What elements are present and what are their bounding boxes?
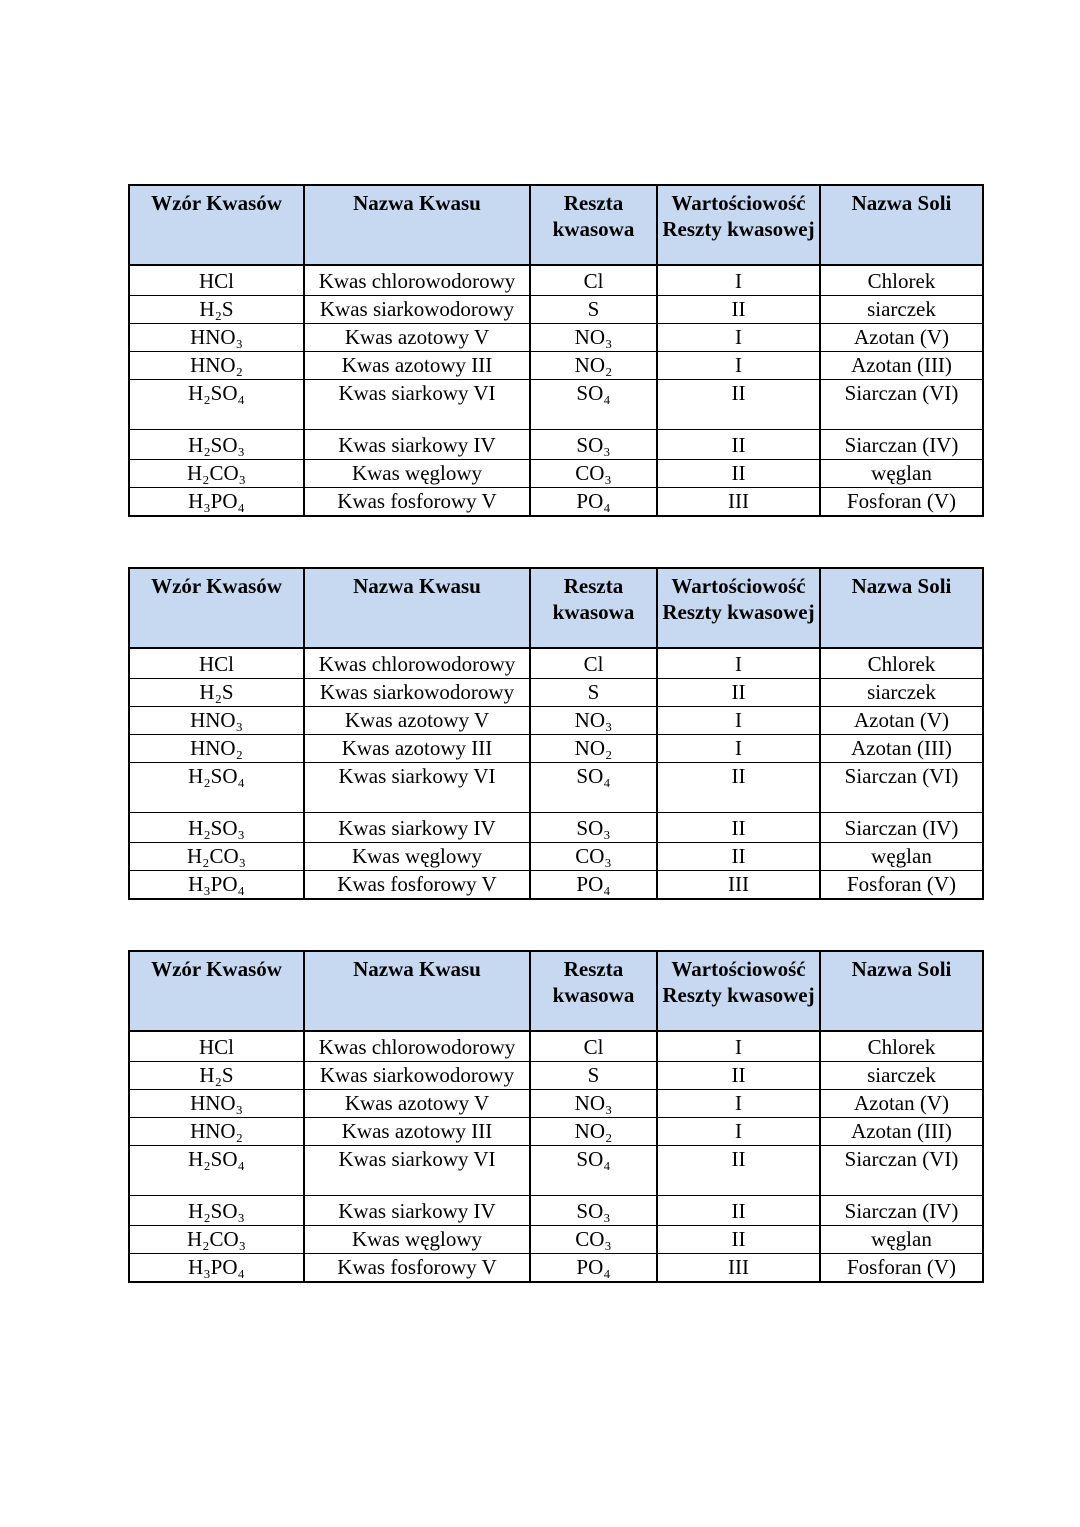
table-row xyxy=(129,1146,983,1196)
acid-formula-cell: HNO₃ xyxy=(129,1090,304,1118)
acid-name-cell: Kwas siarkowy IV xyxy=(304,813,530,843)
residue-valence-cell: III xyxy=(657,871,820,900)
acid-name-cell: Kwas azotowy V xyxy=(304,1090,530,1118)
acid-residue-cell: PO₄ xyxy=(530,871,657,900)
table-row xyxy=(129,380,983,430)
acid-residue-cell: Cl xyxy=(530,648,657,679)
header-residue-valence: Wartościowość Reszty kwasowej xyxy=(657,951,820,1031)
salt-name-cell: Fosforan (V) xyxy=(820,871,983,900)
residue-valence-cell: II xyxy=(657,763,820,813)
table-row xyxy=(129,648,983,679)
table-row xyxy=(129,1031,983,1062)
acid-name-cell: Kwas azotowy V xyxy=(304,707,530,735)
residue-valence-cell: I xyxy=(657,707,820,735)
acid-residue-cell: NO₃ xyxy=(530,324,657,352)
salt-name-cell: Fosforan (V) xyxy=(820,1254,983,1283)
salt-name-cell: Azotan (III) xyxy=(820,352,983,380)
table-row xyxy=(129,871,983,900)
acid-name-cell: Kwas azotowy III xyxy=(304,735,530,763)
salt-name-cell: Chlorek xyxy=(820,648,983,679)
acid-formula-cell: H₂SO₃ xyxy=(129,430,304,460)
acid-formula-cell: H₃PO₄ xyxy=(129,488,304,517)
acid-residue-cell: Cl xyxy=(530,265,657,296)
acid-name-cell: Kwas siarkowodorowy xyxy=(304,296,530,324)
residue-valence-cell: I xyxy=(657,324,820,352)
acid-name-cell: Kwas węglowy xyxy=(304,460,530,488)
acid-formula-cell: H₂S xyxy=(129,1062,304,1090)
acid-residue-cell: SO₄ xyxy=(530,380,657,430)
acid-residue-cell: SO₃ xyxy=(530,430,657,460)
table-row xyxy=(129,430,983,460)
acid-name-cell: Kwas fosforowy V xyxy=(304,871,530,900)
header-acid-formula: Wzór Kwasów xyxy=(129,568,304,648)
acid-formula-cell: HCl xyxy=(129,1031,304,1062)
salt-name-cell: siarczek xyxy=(820,296,983,324)
acid-formula-cell: H₂CO₃ xyxy=(129,1226,304,1254)
header-salt-name: Nazwa Soli xyxy=(820,951,983,1031)
acid-name-cell: Kwas węglowy xyxy=(304,843,530,871)
header-residue-valence: Wartościowość Reszty kwasowej xyxy=(657,185,820,265)
acid-salt-table xyxy=(128,950,984,1283)
acid-formula-cell: H₂SO₄ xyxy=(129,380,304,430)
residue-valence-cell: I xyxy=(657,1118,820,1146)
acid-formula-cell: H₂S xyxy=(129,296,304,324)
salt-name-cell: węglan xyxy=(820,843,983,871)
salt-name-cell: Fosforan (V) xyxy=(820,488,983,517)
header-acid-residue: Reszta kwasowa xyxy=(530,951,657,1031)
salt-name-cell: Siarczan (IV) xyxy=(820,1196,983,1226)
acid-name-cell: Kwas azotowy III xyxy=(304,1118,530,1146)
salt-name-cell: siarczek xyxy=(820,679,983,707)
residue-valence-cell: I xyxy=(657,265,820,296)
header-acid-residue: Reszta kwasowa xyxy=(530,185,657,265)
acid-name-cell: Kwas azotowy III xyxy=(304,352,530,380)
acid-formula-cell: H₂SO₄ xyxy=(129,763,304,813)
acid-residue-cell: PO₄ xyxy=(530,488,657,517)
acid-formula-cell: H₂SO₃ xyxy=(129,813,304,843)
acid-formula-cell: HNO₂ xyxy=(129,735,304,763)
salt-name-cell: Chlorek xyxy=(820,1031,983,1062)
salt-name-cell: węglan xyxy=(820,460,983,488)
acid-name-cell: Kwas siarkowy IV xyxy=(304,1196,530,1226)
residue-valence-cell: II xyxy=(657,1196,820,1226)
acid-residue-cell: SO₃ xyxy=(530,813,657,843)
residue-valence-cell: II xyxy=(657,813,820,843)
salt-name-cell: Azotan (III) xyxy=(820,735,983,763)
residue-valence-cell: III xyxy=(657,1254,820,1283)
table-row xyxy=(129,265,983,296)
acid-name-cell: Kwas fosforowy V xyxy=(304,488,530,517)
residue-valence-cell: II xyxy=(657,460,820,488)
acid-residue-cell: NO₂ xyxy=(530,352,657,380)
salt-name-cell: siarczek xyxy=(820,1062,983,1090)
header-acid-name: Nazwa Kwasu xyxy=(304,951,530,1031)
salt-name-cell: Azotan (V) xyxy=(820,707,983,735)
acid-formula-cell: H₂CO₃ xyxy=(129,460,304,488)
header-acid-formula: Wzór Kwasów xyxy=(129,185,304,265)
residue-valence-cell: II xyxy=(657,679,820,707)
acid-formula-cell: H₃PO₄ xyxy=(129,871,304,900)
salt-name-cell: Chlorek xyxy=(820,265,983,296)
acid-name-cell: Kwas siarkowy IV xyxy=(304,430,530,460)
acid-formula-cell: H₂SO₃ xyxy=(129,1196,304,1226)
residue-valence-cell: II xyxy=(657,380,820,430)
table-row xyxy=(129,460,983,488)
salt-name-cell: Siarczan (VI) xyxy=(820,763,983,813)
residue-valence-cell: I xyxy=(657,735,820,763)
table-row xyxy=(129,1118,983,1146)
salt-name-cell: Azotan (V) xyxy=(820,1090,983,1118)
header-salt-name: Nazwa Soli xyxy=(820,185,983,265)
acid-residue-cell: CO₃ xyxy=(530,843,657,871)
header-acid-name: Nazwa Kwasu xyxy=(304,185,530,265)
acid-residue-cell: SO₄ xyxy=(530,763,657,813)
acid-residue-cell: SO₃ xyxy=(530,1196,657,1226)
acid-name-cell: Kwas chlorowodorowy xyxy=(304,648,530,679)
header-acid-formula: Wzór Kwasów xyxy=(129,951,304,1031)
table-row xyxy=(129,843,983,871)
acid-formula-cell: H₂S xyxy=(129,679,304,707)
salt-name-cell: Azotan (V) xyxy=(820,324,983,352)
table-row xyxy=(129,813,983,843)
salt-name-cell: Siarczan (IV) xyxy=(820,430,983,460)
acid-formula-cell: HCl xyxy=(129,648,304,679)
residue-valence-cell: I xyxy=(657,1090,820,1118)
residue-valence-cell: III xyxy=(657,488,820,517)
acid-residue-cell: PO₄ xyxy=(530,1254,657,1283)
table-row xyxy=(129,1254,983,1283)
acid-residue-cell: NO₂ xyxy=(530,735,657,763)
table-row xyxy=(129,763,983,813)
acid-residue-cell: CO₃ xyxy=(530,1226,657,1254)
header-residue-valence: Wartościowość Reszty kwasowej xyxy=(657,568,820,648)
residue-valence-cell: I xyxy=(657,352,820,380)
residue-valence-cell: I xyxy=(657,1031,820,1062)
salt-name-cell: Siarczan (VI) xyxy=(820,1146,983,1196)
acid-name-cell: Kwas siarkowy VI xyxy=(304,763,530,813)
acid-residue-cell: Cl xyxy=(530,1031,657,1062)
table-row xyxy=(129,324,983,352)
acid-formula-cell: HNO₃ xyxy=(129,707,304,735)
salt-name-cell: Siarczan (IV) xyxy=(820,813,983,843)
table-row xyxy=(129,1196,983,1226)
acid-residue-cell: S xyxy=(530,296,657,324)
table-row xyxy=(129,296,983,324)
salt-name-cell: Azotan (III) xyxy=(820,1118,983,1146)
acid-formula-cell: HNO₂ xyxy=(129,1118,304,1146)
residue-valence-cell: II xyxy=(657,1062,820,1090)
table-row xyxy=(129,1062,983,1090)
residue-valence-cell: II xyxy=(657,1226,820,1254)
acid-residue-cell: CO₃ xyxy=(530,460,657,488)
header-acid-name: Nazwa Kwasu xyxy=(304,568,530,648)
residue-valence-cell: II xyxy=(657,296,820,324)
salt-name-cell: Siarczan (VI) xyxy=(820,380,983,430)
table-row xyxy=(129,352,983,380)
residue-valence-cell: II xyxy=(657,430,820,460)
acid-formula-cell: H₃PO₄ xyxy=(129,1254,304,1283)
acid-salt-table xyxy=(128,184,984,517)
acid-formula-cell: HCl xyxy=(129,265,304,296)
residue-valence-cell: II xyxy=(657,1146,820,1196)
acid-formula-cell: H₂CO₃ xyxy=(129,843,304,871)
acid-formula-cell: HNO₂ xyxy=(129,352,304,380)
acid-name-cell: Kwas chlorowodorowy xyxy=(304,265,530,296)
acid-name-cell: Kwas chlorowodorowy xyxy=(304,1031,530,1062)
header-acid-residue: Reszta kwasowa xyxy=(530,568,657,648)
acid-name-cell: Kwas węglowy xyxy=(304,1226,530,1254)
acid-residue-cell: S xyxy=(530,679,657,707)
acid-name-cell: Kwas siarkowodorowy xyxy=(304,679,530,707)
acid-residue-cell: NO₃ xyxy=(530,707,657,735)
acid-formula-cell: HNO₃ xyxy=(129,324,304,352)
acid-formula-cell: H₂SO₄ xyxy=(129,1146,304,1196)
header-salt-name: Nazwa Soli xyxy=(820,568,983,648)
residue-valence-cell: II xyxy=(657,843,820,871)
acid-residue-cell: NO₂ xyxy=(530,1118,657,1146)
table-row xyxy=(129,1226,983,1254)
table-row xyxy=(129,1090,983,1118)
residue-valence-cell: I xyxy=(657,648,820,679)
acid-residue-cell: SO₄ xyxy=(530,1146,657,1196)
table-row xyxy=(129,735,983,763)
table-row xyxy=(129,488,983,517)
acid-name-cell: Kwas azotowy V xyxy=(304,324,530,352)
acid-name-cell: Kwas siarkowy VI xyxy=(304,380,530,430)
acid-residue-cell: S xyxy=(530,1062,657,1090)
acid-name-cell: Kwas fosforowy V xyxy=(304,1254,530,1283)
acid-name-cell: Kwas siarkowodorowy xyxy=(304,1062,530,1090)
acid-name-cell: Kwas siarkowy VI xyxy=(304,1146,530,1196)
acid-residue-cell: NO₃ xyxy=(530,1090,657,1118)
acid-salt-table xyxy=(128,567,984,900)
salt-name-cell: węglan xyxy=(820,1226,983,1254)
table-row xyxy=(129,707,983,735)
table-row xyxy=(129,679,983,707)
